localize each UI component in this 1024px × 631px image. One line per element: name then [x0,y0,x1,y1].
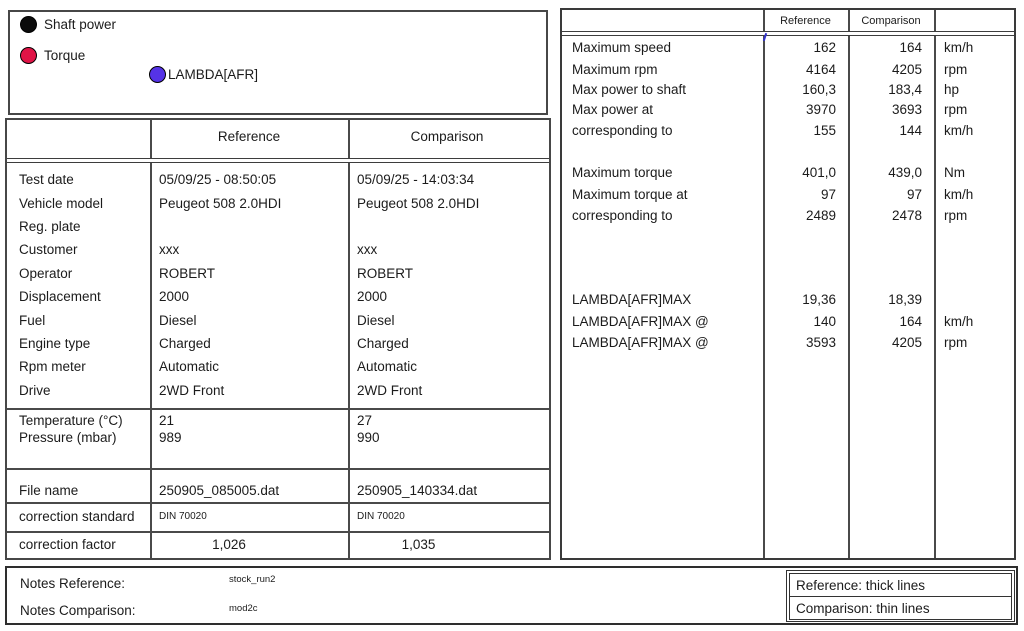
info-ref-value: 21 [159,413,175,428]
info-label: File name [19,483,79,498]
info-comp-value: 1,035 [401,537,436,552]
table-row [7,285,549,308]
table-row [7,480,549,501]
info-label: correction standard [7,509,150,524]
result-label: Max power to shaft [572,81,687,97]
result-comp-value: 4205 [891,335,922,351]
info-comp-value: 990 [357,430,380,445]
info-ref-value: 1,026 [212,537,246,552]
notes-reference-label: Notes Reference: [20,576,126,591]
line-style-legend [786,570,1015,622]
info-label: Drive [19,382,51,398]
torque-dot-icon [20,47,37,64]
result-ref-value: 3970 [805,101,836,117]
info-comp-value: Diesel [357,312,395,328]
result-label: LAMBDA[AFR]MAX @ [572,335,709,351]
table-row [7,355,549,378]
result-comp-value: 439,0 [888,165,922,181]
result-unit: km/h [944,123,974,139]
table-row [7,429,549,446]
result-ref-value: 97 [820,186,836,202]
info-label: Reg. plate [19,218,81,234]
notes-comparison-value: mod2c [229,603,258,614]
table-row [7,379,549,402]
result-comp-value: 183,4 [888,81,922,97]
legend-item-lambda [149,66,258,83]
shaft-power-dot-icon [20,16,37,33]
table-row [562,184,1014,206]
info-comp-value: xxx [357,242,378,258]
header-divider [562,31,1014,36]
info-comp-value: 27 [357,413,373,428]
info-label: Test date [19,172,74,188]
info-ref-value: xxx [159,242,180,258]
table-row [562,162,1014,184]
info-label: Customer [19,242,78,258]
info-ref-value: Charged [159,335,211,351]
info-comp-value: DIN 70020 [357,511,405,522]
comparison-line-style-label: Comparison: thin lines [796,600,930,616]
info-main-rows [7,168,549,402]
info-ref-value: 05/09/25 - 08:50:05 [159,172,277,188]
result-unit: rpm [944,335,968,351]
result-ref-value: 160,3 [802,81,836,97]
info-comp-value: 05/09/25 - 14:03:34 [357,172,475,188]
info-label: Pressure (mbar) [19,430,117,445]
result-ref-value: 2489 [805,208,836,224]
notes-reference-value: stock_run2 [229,574,276,585]
header-divider [7,158,549,163]
table-row [7,308,549,331]
info-ref-value: ROBERT [159,265,216,281]
table-row [7,191,549,214]
vehicle-info-table [5,118,551,560]
result-unit: km/h [944,186,974,202]
table-row [562,99,1014,121]
info-ref-value: 2WD Front [159,382,225,398]
info-comp-value: Charged [357,335,409,351]
result-label: Maximum torque at [572,186,688,202]
result-comp-value: 97 [906,186,922,202]
info-file-row [7,480,549,501]
info-header-reference: Reference [217,129,281,144]
table-row [7,168,549,191]
table-row [7,238,549,261]
table-row [562,332,1014,354]
info-ref-value: DIN 70020 [159,511,207,522]
notes-panel [5,566,1018,625]
info-ref-value: Diesel [159,312,197,328]
table-row [562,80,1014,99]
info-label: Engine type [19,335,91,351]
results-group-power [562,37,1014,142]
info-standard-row [7,502,549,531]
info-label: Operator [19,265,73,281]
result-comp-value: 144 [899,123,922,139]
info-label: Rpm meter [19,359,86,375]
notes-comparison-label: Notes Comparison: [20,603,136,618]
result-label: Maximum torque [572,165,673,181]
info-label: Fuel [19,312,46,328]
result-label: Maximum rpm [572,61,658,77]
result-comp-value: 18,39 [888,292,922,308]
results-group-lambda [562,289,1014,354]
info-header-comparison: Comparison [410,129,484,144]
info-label: Temperature (°C) [19,413,123,428]
result-comp-value: 164 [899,40,922,56]
info-ref-value: Peugeot 508 2.0HDI [159,195,282,211]
result-ref-value: 155 [813,123,836,139]
reference-line-style-label: Reference: thick lines [790,574,1011,597]
result-ref-value: 401,0 [802,165,836,181]
info-comp-value: Automatic [357,359,418,375]
result-label: Max power at [572,101,654,117]
result-comp-value: 3693 [891,101,922,117]
result-unit: hp [944,81,960,97]
result-unit: rpm [944,61,968,77]
results-table [560,8,1016,560]
result-ref-value: 140 [813,313,836,329]
table-row [562,289,1014,311]
table-row [7,332,549,355]
series-legend-panel [8,10,548,115]
result-ref-value: 3593 [805,335,836,351]
info-ref-value: Automatic [159,359,220,375]
row-divider [7,408,549,410]
info-label: Vehicle model [19,195,104,211]
table-row [562,59,1014,81]
result-label: corresponding to [572,123,673,139]
table-row [562,311,1014,333]
table-row [7,531,549,558]
legend-item-torque [20,47,85,64]
table-row [7,215,549,238]
legend-label: Torque [44,48,86,63]
result-label: LAMBDA[AFR]MAX @ [572,313,709,329]
table-row [562,37,1014,59]
result-ref-value: 4164 [805,61,836,77]
info-comp-value: 250905_140334.dat [357,483,478,498]
result-label: corresponding to [572,208,673,224]
info-label: correction factor [19,537,116,552]
table-row [7,502,549,531]
result-comp-value: 4205 [891,61,922,77]
info-ref-value: 989 [159,430,182,445]
row-divider [7,468,549,470]
result-label: Maximum speed [572,40,672,56]
info-comp-value: 2000 [357,289,388,305]
info-comp-value: Peugeot 508 2.0HDI [357,195,480,211]
result-comp-value: 2478 [891,208,922,224]
table-row [562,205,1014,227]
result-ref-value: 19,36 [802,292,836,308]
lambda-dot-icon [149,66,166,83]
results-header-comparison: Comparison [861,15,921,27]
result-unit: km/h [944,313,974,329]
info-comp-value: 2WD Front [357,382,423,398]
result-unit: km/h [944,40,974,56]
legend-item-shaft-power [20,16,116,33]
result-comp-value: 164 [899,313,922,329]
table-row [7,262,549,285]
result-unit: rpm [944,101,968,117]
table-row [562,120,1014,142]
results-header-reference: Reference [780,15,831,27]
info-factor-row [7,531,549,558]
info-label: Displacement [19,289,101,305]
info-env-rows [7,412,549,446]
legend-label: LAMBDA[AFR] [168,67,259,82]
info-ref-value: 2000 [159,289,190,305]
table-row [7,412,549,429]
legend-label: Shaft power [44,17,117,32]
results-group-torque [562,162,1014,227]
info-ref-value: 250905_085005.dat [159,483,280,498]
line-style-legend-inner [789,573,1012,620]
result-label: LAMBDA[AFR]MAX [572,292,692,308]
result-unit: Nm [944,165,965,181]
result-ref-value: 162 [813,40,836,56]
result-unit: rpm [944,208,968,224]
info-comp-value: ROBERT [357,265,414,281]
